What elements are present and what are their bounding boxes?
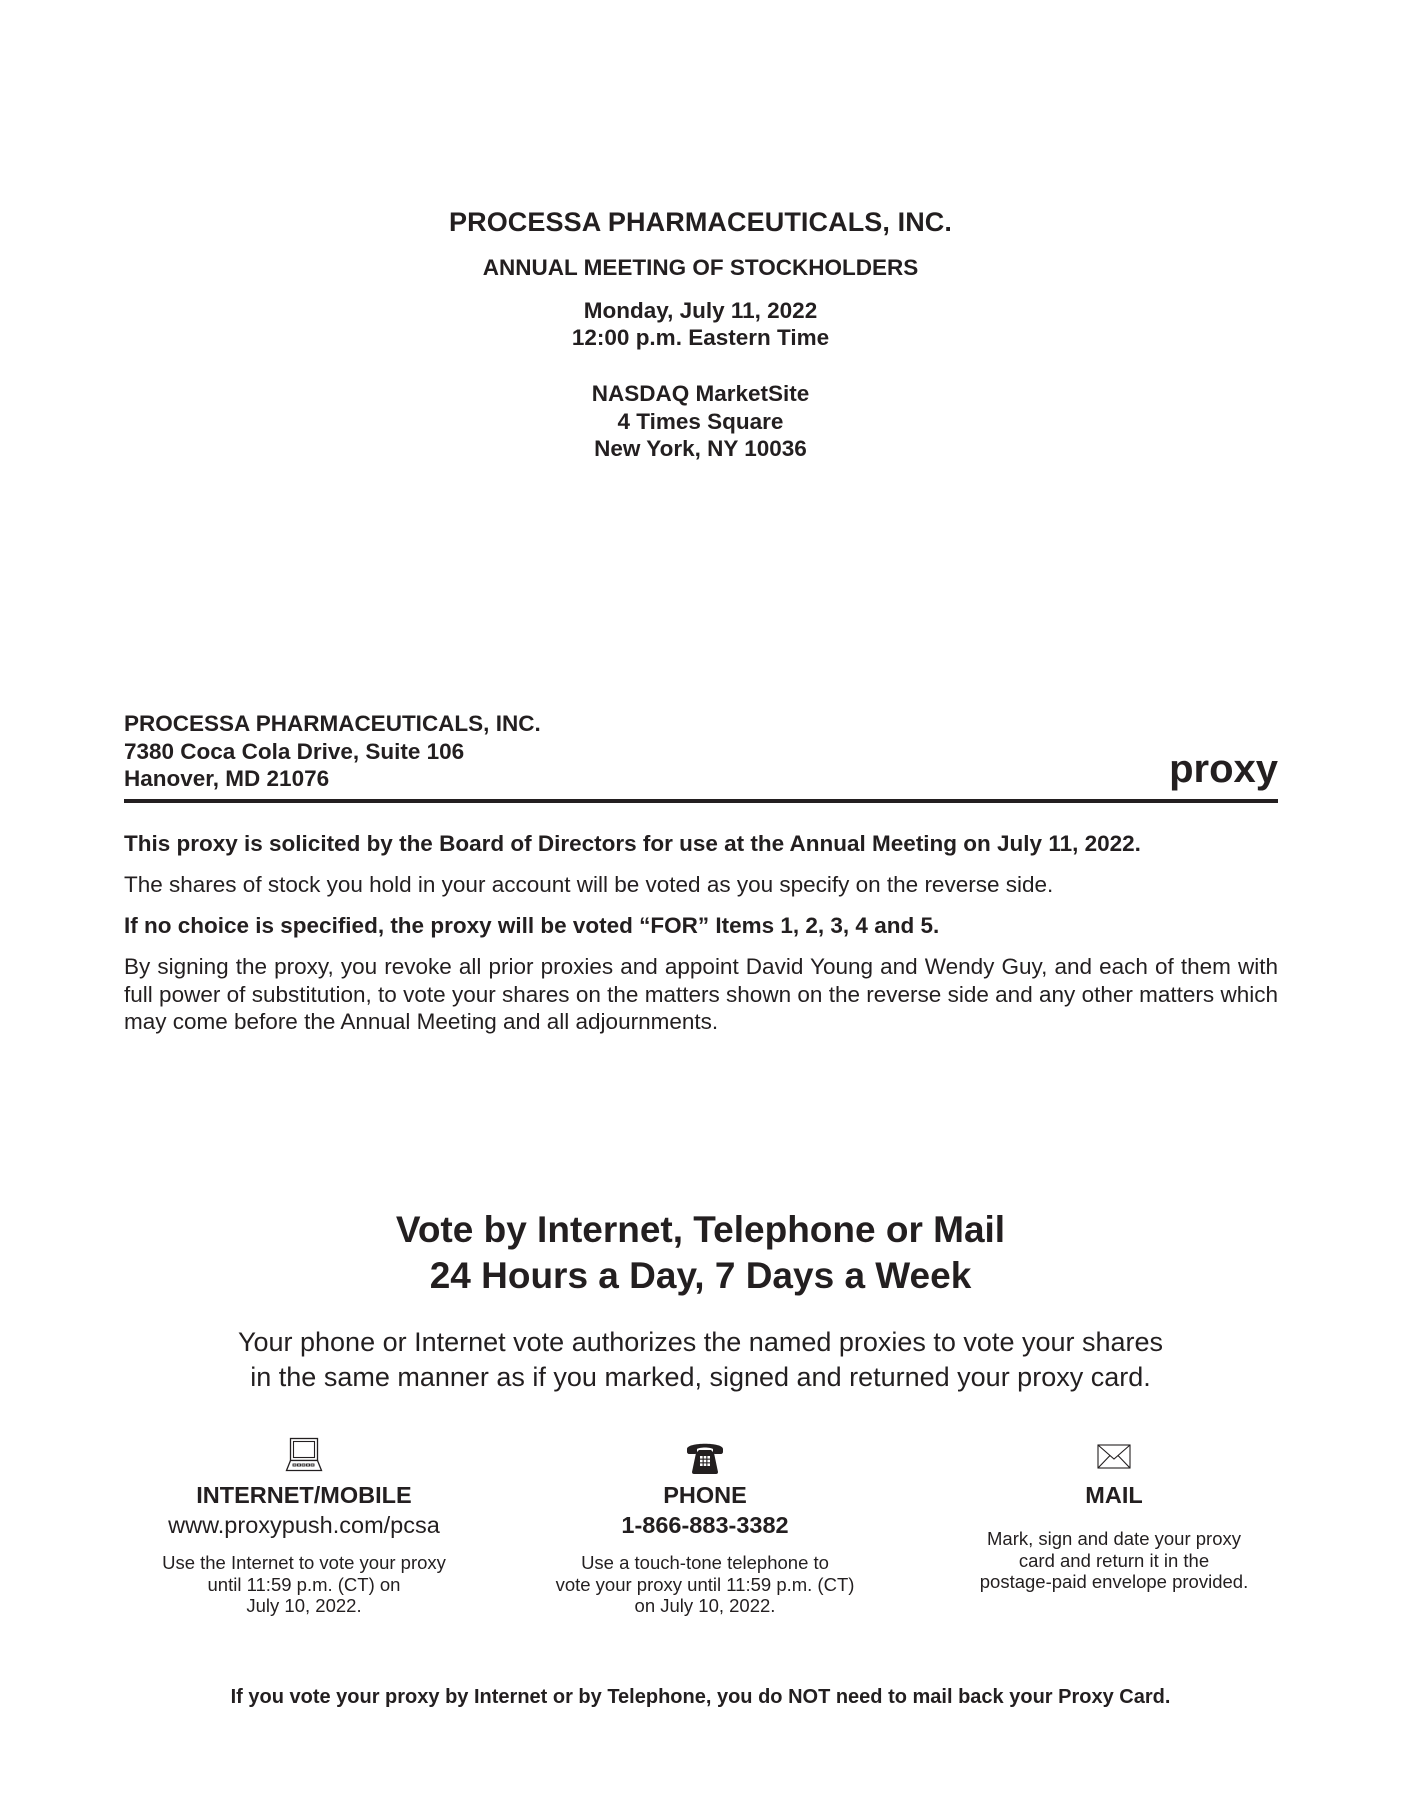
voting-website-link[interactable]: www.proxypush.com/pcsa bbox=[168, 1512, 440, 1538]
vote-method-internet bbox=[114, 0, 494, 1813]
address-line: Hanover, MD 21076 bbox=[124, 766, 330, 791]
description-line: until 11:59 p.m. (CT) on bbox=[207, 1573, 401, 1595]
envelope-icon bbox=[1097, 1444, 1131, 1474]
description-line: vote your proxy until 11:59 p.m. (CT) bbox=[555, 1573, 855, 1595]
description-line: postage-paid envelope provided. bbox=[979, 1571, 1249, 1592]
vote-heading-line: 24 Hours a Day, 7 Days a Week bbox=[429, 1255, 972, 1296]
company-name-heading: PROCESSA PHARMACEUTICALS, INC. bbox=[448, 207, 953, 237]
vote-method-mail bbox=[924, 0, 1304, 1813]
vote-subheading-line: Your phone or Internet vote authorizes the named proxies to vote your shares bbox=[237, 1327, 1164, 1357]
venue-line: New York, NY 10036 bbox=[594, 436, 807, 461]
proxy-label: proxy bbox=[1169, 747, 1278, 791]
method-description bbox=[515, 1552, 895, 1617]
telephone-icon bbox=[685, 1439, 725, 1480]
description-line: Mark, sign and date your proxy bbox=[987, 1528, 1241, 1549]
shares-voting-statement: The shares of stock you hold in your account will be voted as you specify on the reverse side. bbox=[124, 872, 1054, 897]
method-description bbox=[114, 1552, 494, 1617]
vote-method-phone bbox=[515, 0, 895, 1813]
vote-heading-line: Vote by Internet, Telephone or Mail bbox=[395, 1209, 1006, 1250]
description-line: Use the Internet to vote your proxy bbox=[162, 1552, 446, 1573]
address-line: PROCESSA PHARMACEUTICALS, INC. bbox=[124, 711, 541, 736]
meeting-date: Monday, July 11, 2022 bbox=[583, 298, 818, 323]
meeting-title: ANNUAL MEETING OF STOCKHOLDERS bbox=[482, 255, 919, 280]
method-title: INTERNET/MOBILE bbox=[196, 1482, 412, 1508]
address-line: 7380 Coca Cola Drive, Suite 106 bbox=[124, 738, 465, 764]
laptop-icon bbox=[285, 1437, 323, 1478]
method-title: PHONE bbox=[663, 1482, 747, 1508]
footer-note: If you vote your proxy by Internet or by Telephone, you do NOT need to mail back your Proxy Card. bbox=[230, 1686, 1171, 1708]
voting-phone-number[interactable]: 1-866-883-3382 bbox=[621, 1512, 789, 1538]
method-description bbox=[924, 1528, 1304, 1593]
vote-subheading-line: in the same manner as if you marked, signed and returned your proxy card. bbox=[250, 1362, 1151, 1392]
solicitation-statement: This proxy is solicited by the Board of Directors for use at the Annual Meeting on July 11, 2022. bbox=[124, 831, 1141, 856]
description-line: Use a touch-tone telephone to bbox=[581, 1552, 829, 1573]
meeting-time: 12:00 p.m. Eastern Time bbox=[571, 325, 830, 350]
venue-line: NASDAQ MarketSite bbox=[591, 381, 810, 406]
revocation-statement: By signing the proxy, you revoke all prior proxies and appoint David Young and Wendy Guy, and each of them with full power of substitution, to vote your shares on the matters shown on the reverse side and any other matters which may come before the Annual Meeting and all adjournments. bbox=[124, 954, 1278, 1034]
description-line: card and return it in the bbox=[1018, 1549, 1210, 1571]
default-vote-statement: If no choice is specified, the proxy will be voted “FOR” Items 1, 2, 3, 4 and 5. bbox=[124, 913, 940, 938]
venue-line: 4 Times Square bbox=[617, 408, 784, 434]
description-line: July 10, 2022. bbox=[246, 1595, 362, 1616]
method-title: MAIL bbox=[1085, 1482, 1143, 1508]
description-line: on July 10, 2022. bbox=[634, 1595, 776, 1616]
